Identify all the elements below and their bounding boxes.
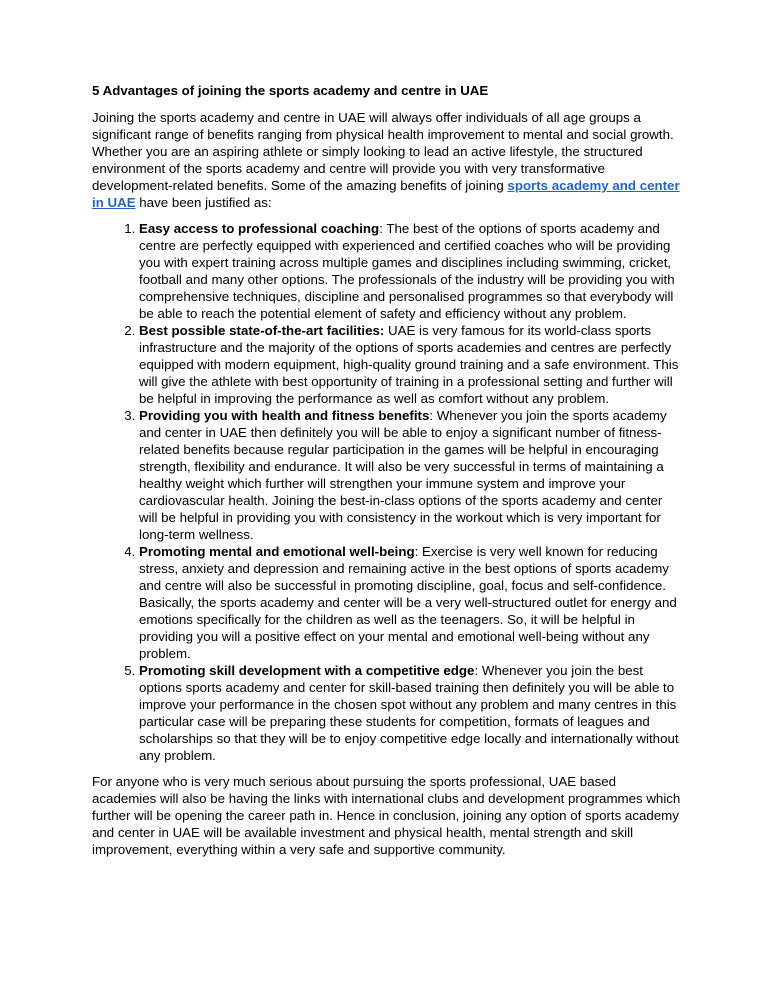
list-item xyxy=(139,407,682,543)
list-item xyxy=(139,220,682,322)
document-page xyxy=(92,82,682,867)
advantage-body: UAE is very famous for its world-class sports infrastructure and the majority of the options of sports academies and centres are perfectly equipped with modern equipment, high-quality ground training and a safe environment. This will give the athlete with best opportunity of training in a professional setting and further will be helpful in improving the performance as well as comfort without any problem. xyxy=(139,323,679,406)
page-title: 5 Advantages of joining the sports academy and centre in UAE xyxy=(92,83,489,98)
advantage-separator: : xyxy=(379,221,387,236)
conclusion-paragraph: For anyone who is very much serious about pursuing the sports professional, UAE based academies will also be having the links with international clubs and development programmes which further will be opening the career path in. Hence in conclusion, joining any option of sports academy and center in UAE will be available investment and physical health, mental strength and skill improvement, everything within a very safe and supportive community. xyxy=(92,774,681,857)
advantage-title: Best possible state-of-the-art facilities: xyxy=(139,323,385,338)
advantage-separator: : xyxy=(414,544,422,559)
list-item xyxy=(139,322,682,407)
intro-paragraph xyxy=(92,109,682,211)
advantage-title: Easy access to professional coaching xyxy=(139,221,380,236)
advantage-title: Promoting mental and emotional well-being xyxy=(139,544,415,559)
list-item xyxy=(139,543,682,662)
advantage-separator: : xyxy=(474,663,482,678)
advantage-body: Exercise is very well known for reducing stress, anxiety and depression and remaining active in the best options of sports academy and centre will also be successful in promoting discipline, goal, focus and self-confidence. Basically, the sports academy and center will be a very well-structured outlet for energy and emotions specifically for the children as well as the teenagers. So, it will be helpful in providing you will a positive effect on your mental and emotional well-being without any problem. xyxy=(139,544,677,661)
advantage-title: Providing you with health and fitness benefits xyxy=(139,408,430,423)
intro-text-end: have been justified as: xyxy=(135,195,272,210)
advantage-separator: : xyxy=(429,408,437,423)
list-item xyxy=(139,662,682,764)
sports-academy-link[interactable]: sports academy and center in UAE xyxy=(92,178,680,210)
advantage-body: Whenever you join the sports academy and center in UAE then definitely you will be able to enjoy a significant number of fitness-related benefits because regular participation in the games will be helpful in encouraging strength, flexibility and endurance. It will also be very successful in terms of maintaining a healthy weight which further will strengthen your immune system and improve your cardiovascular health. Joining the best-in-class options of the sports academy and center will be helpful in providing you with consistency in the workout which is very important for long-term wellness. xyxy=(139,408,667,542)
advantage-body: Whenever you join the best options sports academy and center for skill-based training then definitely you will be able to improve your performance in the chosen spot without any problem and many centres in this particular case will be preparing these students for competition, formats of leagues and scholarships so that they will be to enjoy competitive edge locally and internationally without any problem. xyxy=(139,663,679,763)
intro-text: Joining the sports academy and centre in UAE will always offer individuals of all age groups a significant range of benefits ranging from physical health improvement to mental and social growth. Whether you are an aspiring athlete or simply looking to lead an active lifestyle, the structured environment of the sports academy and centre will provide you with very transformative development-related benefits. Some of the amazing benefits of joining xyxy=(92,110,674,193)
advantages-list xyxy=(92,220,682,764)
advantage-body: The best of the options of sports academy and centre are perfectly equipped with experienced and certified coaches who will be providing you with expert training across multiple games and disciplines including swimming, cricket, football and many other options. The professionals of the industry will be providing you with comprehensive techniques, discipline and personalised programmes so that everybody will be able to reach the potential element of safety and efficiency without any problem. xyxy=(139,221,675,321)
advantage-title: Promoting skill development with a competitive edge xyxy=(139,663,475,678)
